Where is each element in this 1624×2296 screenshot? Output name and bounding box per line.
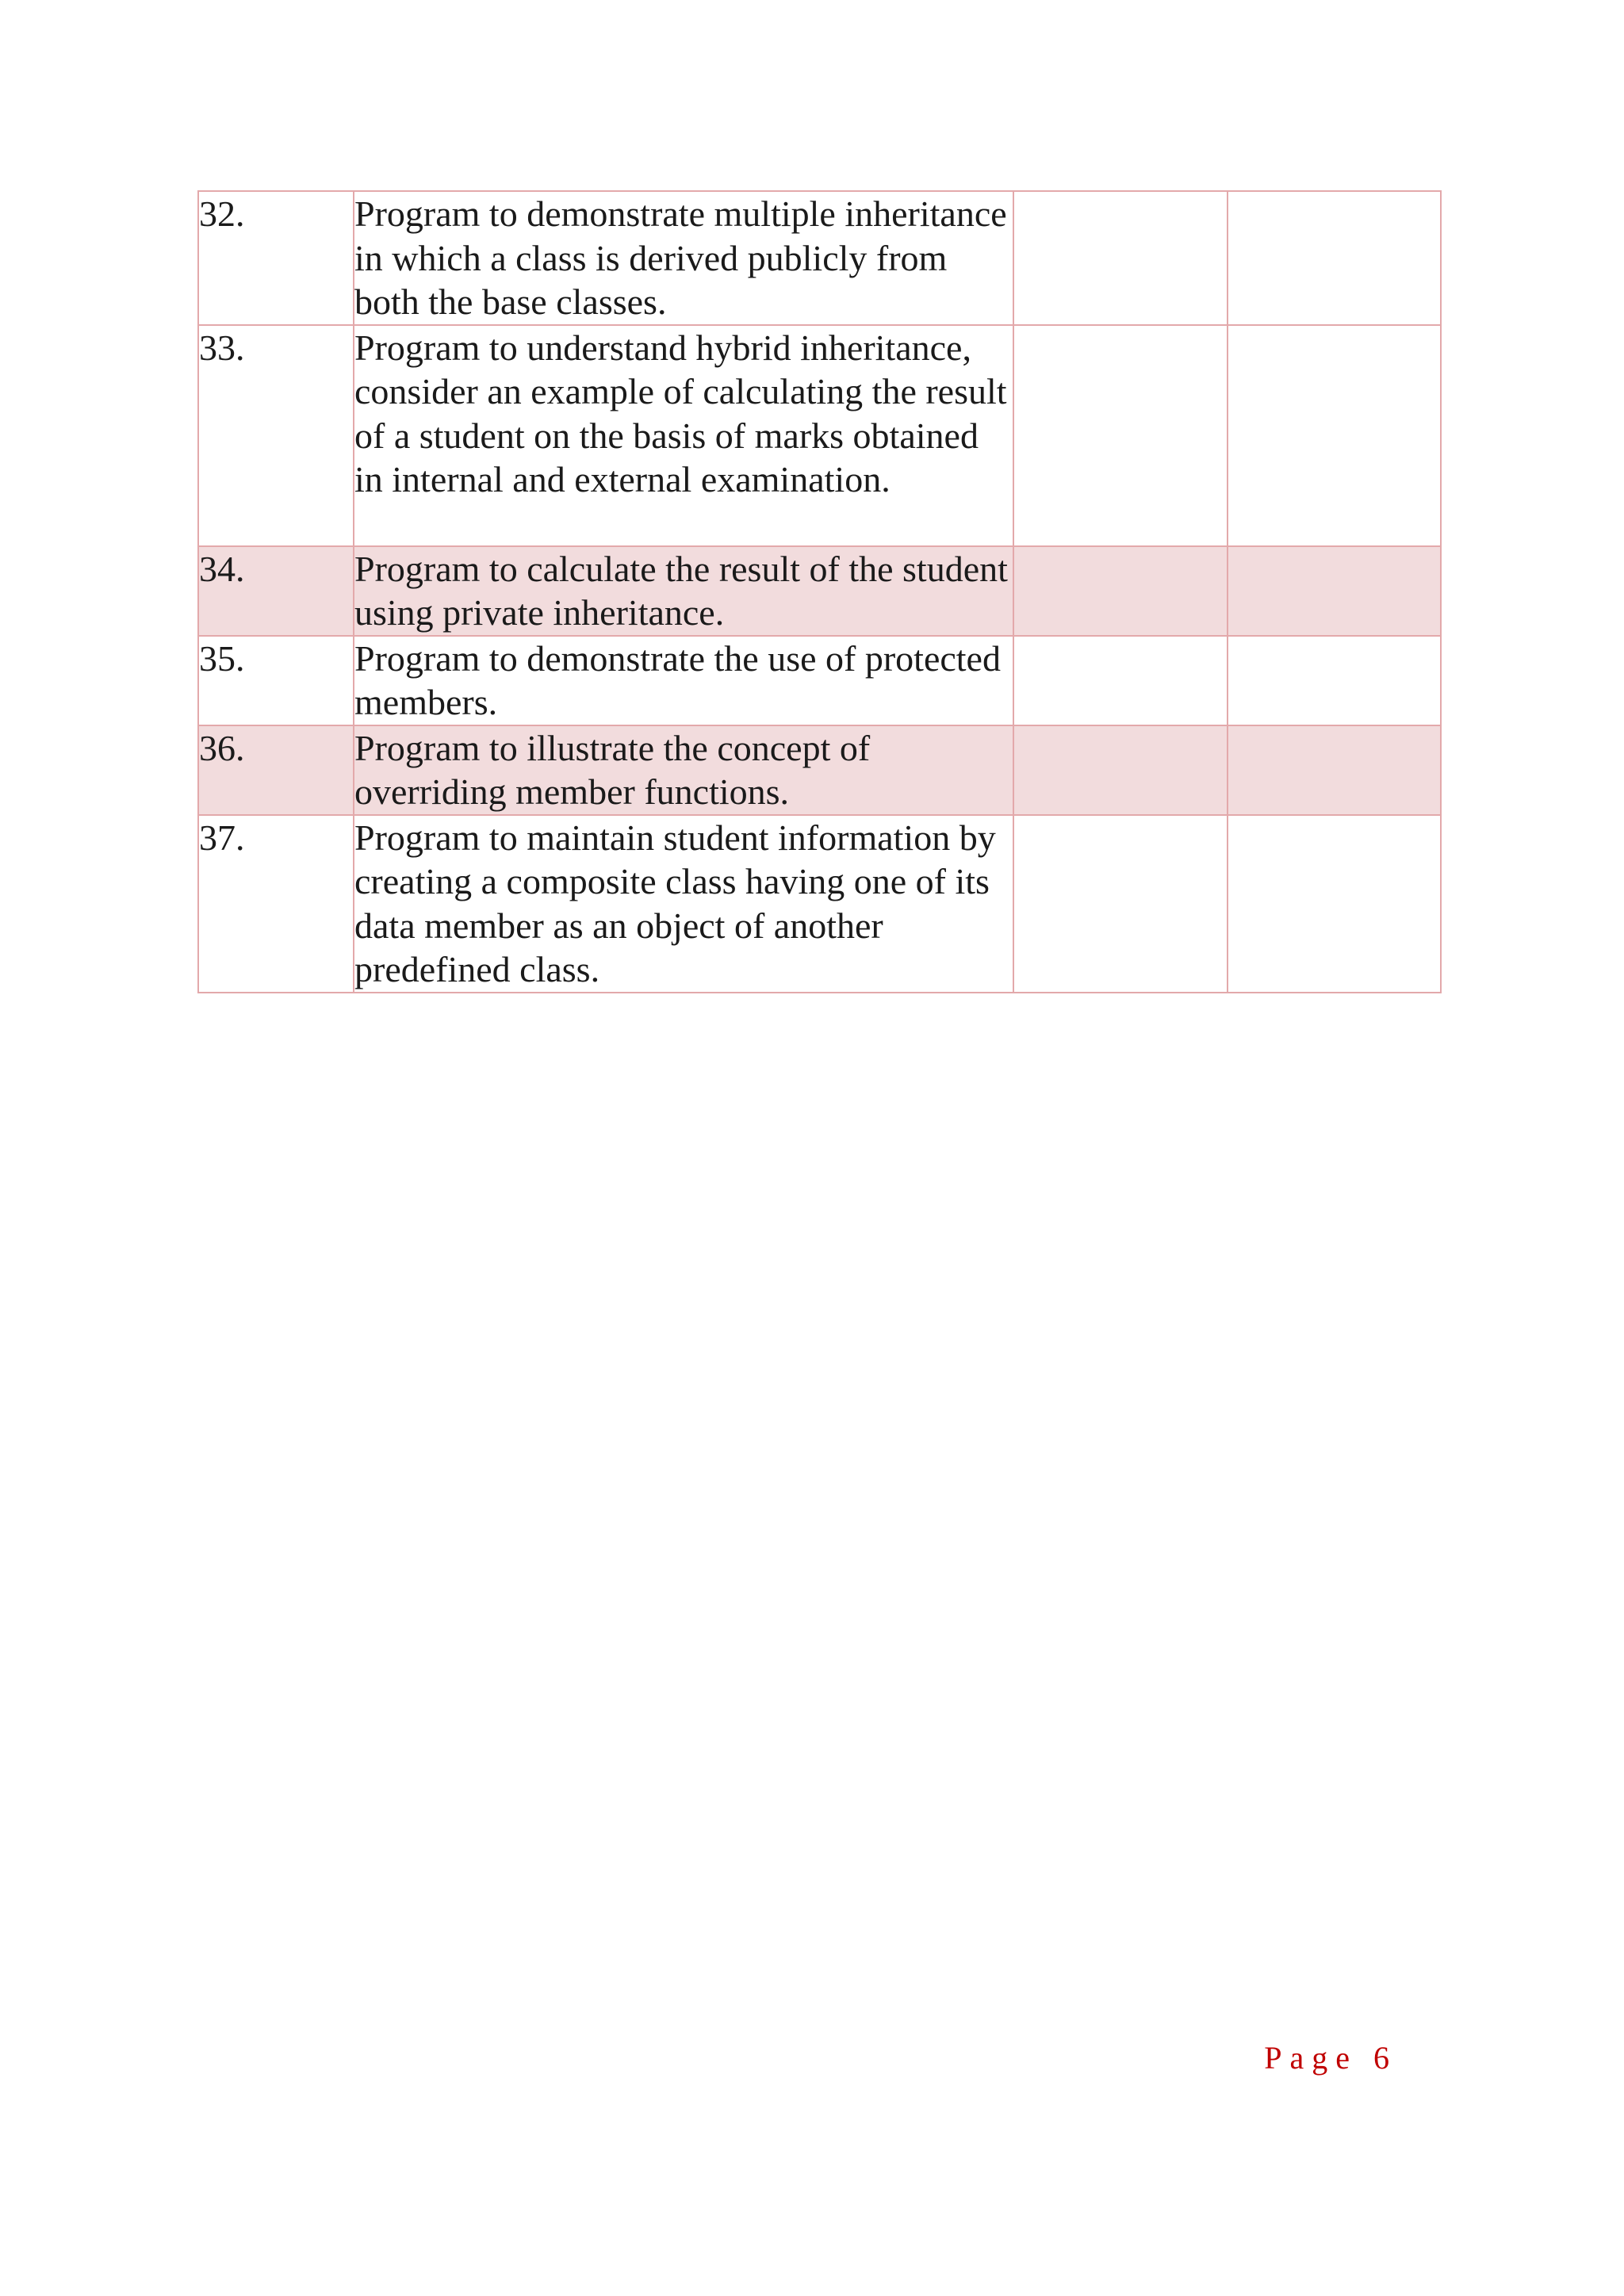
row-description: Program to calculate the result of the student using private inheritance. bbox=[354, 546, 1013, 636]
row-number: 36. bbox=[198, 725, 354, 815]
row-number: 35. bbox=[198, 636, 354, 725]
row-cell-empty bbox=[1013, 815, 1228, 993]
table-row bbox=[198, 815, 1441, 993]
table-row bbox=[198, 636, 1441, 725]
row-cell-empty bbox=[1228, 725, 1441, 815]
row-cell-empty bbox=[1228, 815, 1441, 993]
row-cell-empty bbox=[1228, 325, 1441, 546]
program-list-table bbox=[197, 190, 1442, 993]
row-number: 33. bbox=[198, 325, 354, 546]
row-cell-empty bbox=[1013, 636, 1228, 725]
table-row bbox=[198, 191, 1441, 325]
table-row bbox=[198, 546, 1441, 636]
row-cell-empty bbox=[1013, 546, 1228, 636]
row-description: Program to demonstrate multiple inheritance in which a class is derived publicly from both the base classes. bbox=[354, 191, 1013, 325]
row-cell-empty bbox=[1228, 636, 1441, 725]
row-number: 32. bbox=[198, 191, 354, 325]
page-number: Page 6 bbox=[1264, 2040, 1397, 2076]
row-number: 37. bbox=[198, 815, 354, 993]
table-row bbox=[198, 325, 1441, 546]
row-description: Program to demonstrate the use of protected members. bbox=[354, 636, 1013, 725]
row-description: Program to maintain student information by creating a composite class having one of its data member as an object of another predefined class. bbox=[354, 815, 1013, 993]
table-row bbox=[198, 725, 1441, 815]
row-cell-empty bbox=[1228, 546, 1441, 636]
row-cell-empty bbox=[1013, 325, 1228, 546]
row-description: Program to understand hybrid inheritance, consider an example of calculating the result of a student on the basis of marks obtained in internal and external examination. bbox=[354, 325, 1013, 546]
row-cell-empty bbox=[1013, 725, 1228, 815]
row-description: Program to illustrate the concept of overriding member functions. bbox=[354, 725, 1013, 815]
row-number: 34. bbox=[198, 546, 354, 636]
row-cell-empty bbox=[1228, 191, 1441, 325]
row-cell-empty bbox=[1013, 191, 1228, 325]
